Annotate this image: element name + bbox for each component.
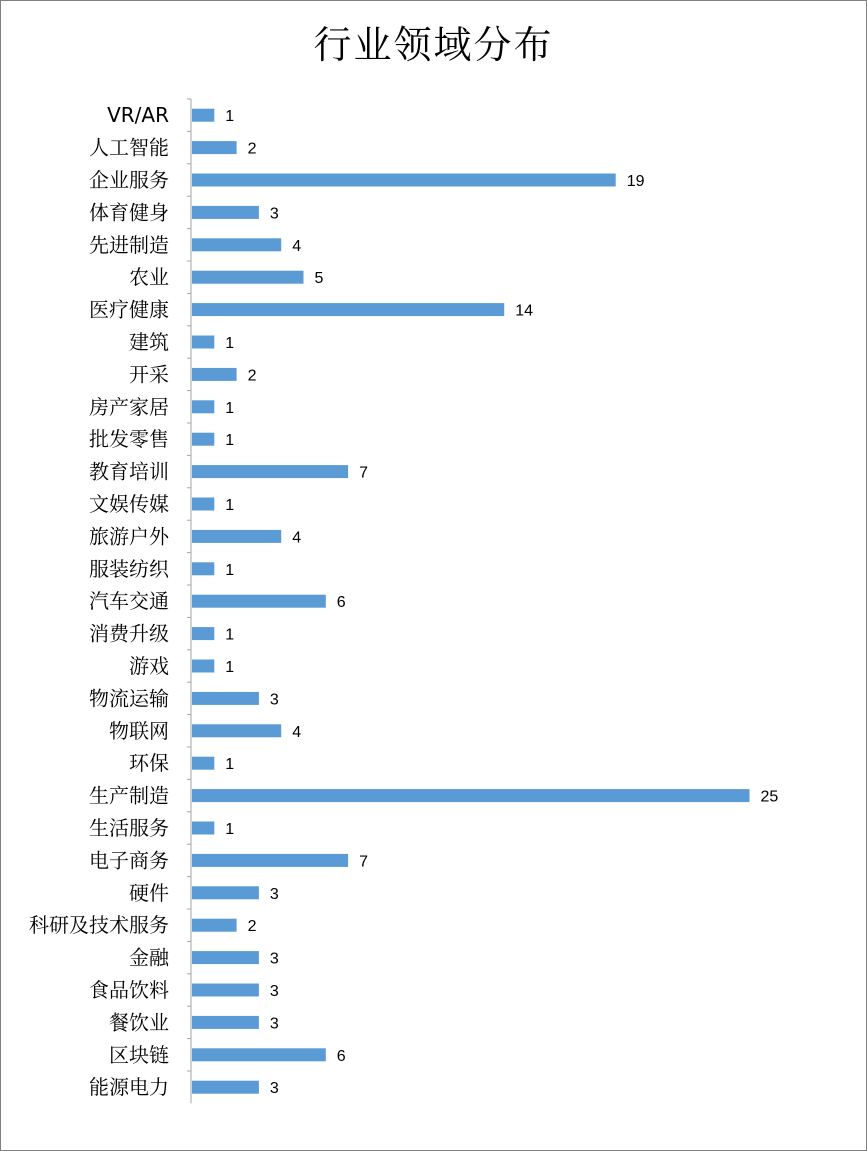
- y-tick-label: 消费升级: [89, 621, 169, 646]
- y-tick-label: VR/AR: [107, 103, 169, 128]
- y-tick-label: 批发零售: [89, 427, 169, 452]
- bar: [192, 854, 348, 867]
- data-label: 1: [225, 561, 235, 579]
- bar: [192, 562, 214, 575]
- y-tick-label: 开采: [129, 362, 169, 387]
- bar: [192, 919, 237, 932]
- data-label: 3: [269, 950, 279, 968]
- bar: [192, 141, 237, 154]
- y-tick-label: 餐饮业: [109, 1010, 169, 1035]
- bar: [192, 757, 214, 770]
- data-label: 2: [247, 140, 257, 158]
- data-label: 3: [269, 1015, 279, 1033]
- y-tick-label: 生产制造: [89, 783, 169, 808]
- y-tick-label: 食品饮料: [89, 978, 169, 1002]
- y-tick-label: 农业: [129, 265, 169, 290]
- data-label: 2: [247, 367, 257, 385]
- y-tick-label: 区块链: [109, 1042, 169, 1067]
- bar: [192, 1016, 259, 1029]
- bar: [192, 724, 281, 737]
- data-label: 6: [336, 1047, 346, 1065]
- data-label: 7: [359, 853, 369, 871]
- y-tick-label: 环保: [129, 751, 169, 776]
- data-label: 4: [292, 723, 302, 741]
- chart-title: 行业领域分布: [313, 23, 554, 67]
- bar: [192, 336, 214, 349]
- data-label: 3: [269, 205, 279, 223]
- bar: [192, 1048, 326, 1061]
- data-label: 5: [314, 270, 324, 288]
- bar: [192, 984, 259, 997]
- data-label: 3: [269, 983, 279, 1000]
- bar: [192, 368, 237, 381]
- bar: [192, 822, 214, 835]
- y-tick-label: 科研及技术服务: [29, 913, 169, 938]
- bar: [192, 433, 214, 446]
- bar: [192, 238, 281, 251]
- bar: [192, 400, 214, 413]
- data-label: 3: [269, 1080, 279, 1098]
- y-tick-label: 金融: [129, 945, 169, 970]
- data-label: 1: [225, 432, 235, 450]
- bar: [192, 951, 259, 964]
- y-tick-label: 电子商务: [89, 848, 169, 873]
- y-tick-label: 汽车交通: [89, 589, 169, 614]
- y-tick-label: 体育健身: [89, 200, 169, 225]
- y-tick-label: 游戏: [129, 654, 169, 678]
- bar: [192, 789, 750, 802]
- y-tick-label: 房产家居: [89, 394, 169, 419]
- data-label: 3: [269, 885, 279, 903]
- y-tick-label: 硬件: [129, 880, 169, 905]
- y-tick-label: 教育培训: [89, 459, 169, 484]
- y-tick-label: 建筑: [129, 330, 169, 354]
- bar: [192, 627, 214, 640]
- data-label: 14: [515, 302, 533, 320]
- data-label: 6: [336, 594, 346, 612]
- bar: [192, 206, 259, 219]
- bar: [192, 660, 214, 673]
- y-tick-label: 物联网: [109, 718, 169, 743]
- data-label: 1: [225, 659, 235, 676]
- data-label: 19: [626, 173, 645, 190]
- bar: [192, 530, 281, 543]
- data-label: 1: [225, 756, 235, 774]
- bar: [192, 692, 259, 705]
- y-tick-label: 人工智能: [89, 135, 169, 160]
- bar: [192, 303, 504, 316]
- data-label: 7: [359, 464, 369, 482]
- y-tick-label: 旅游户外: [89, 524, 169, 549]
- y-tick-label: 生活服务: [89, 816, 169, 840]
- y-tick-label: 企业服务: [89, 168, 169, 192]
- data-label: 3: [269, 691, 279, 709]
- y-tick-label: 服装纺织: [89, 556, 169, 581]
- y-tick-label: 物流运输: [89, 686, 169, 711]
- bar: [192, 886, 259, 899]
- bar: [192, 498, 214, 511]
- data-label: 2: [247, 918, 257, 936]
- y-tick-label: 医疗健康: [89, 297, 169, 322]
- bar: [192, 595, 326, 608]
- data-label: 4: [292, 237, 302, 255]
- y-tick-label: 先进制造: [89, 232, 169, 257]
- data-label: 1: [225, 821, 235, 838]
- data-label: 4: [292, 529, 302, 547]
- bar: [192, 271, 304, 284]
- bar: [192, 465, 348, 478]
- bar: [192, 109, 214, 122]
- data-label: 1: [225, 108, 235, 126]
- data-label: 25: [760, 788, 779, 806]
- bar: [192, 1081, 259, 1094]
- y-tick-label: 能源电力: [89, 1075, 169, 1100]
- data-label: 1: [225, 497, 235, 514]
- data-label: 1: [225, 399, 235, 417]
- y-tick-label: 文娱传媒: [89, 492, 169, 516]
- data-label: 1: [225, 626, 235, 644]
- bar: [192, 174, 616, 187]
- data-label: 1: [225, 335, 235, 352]
